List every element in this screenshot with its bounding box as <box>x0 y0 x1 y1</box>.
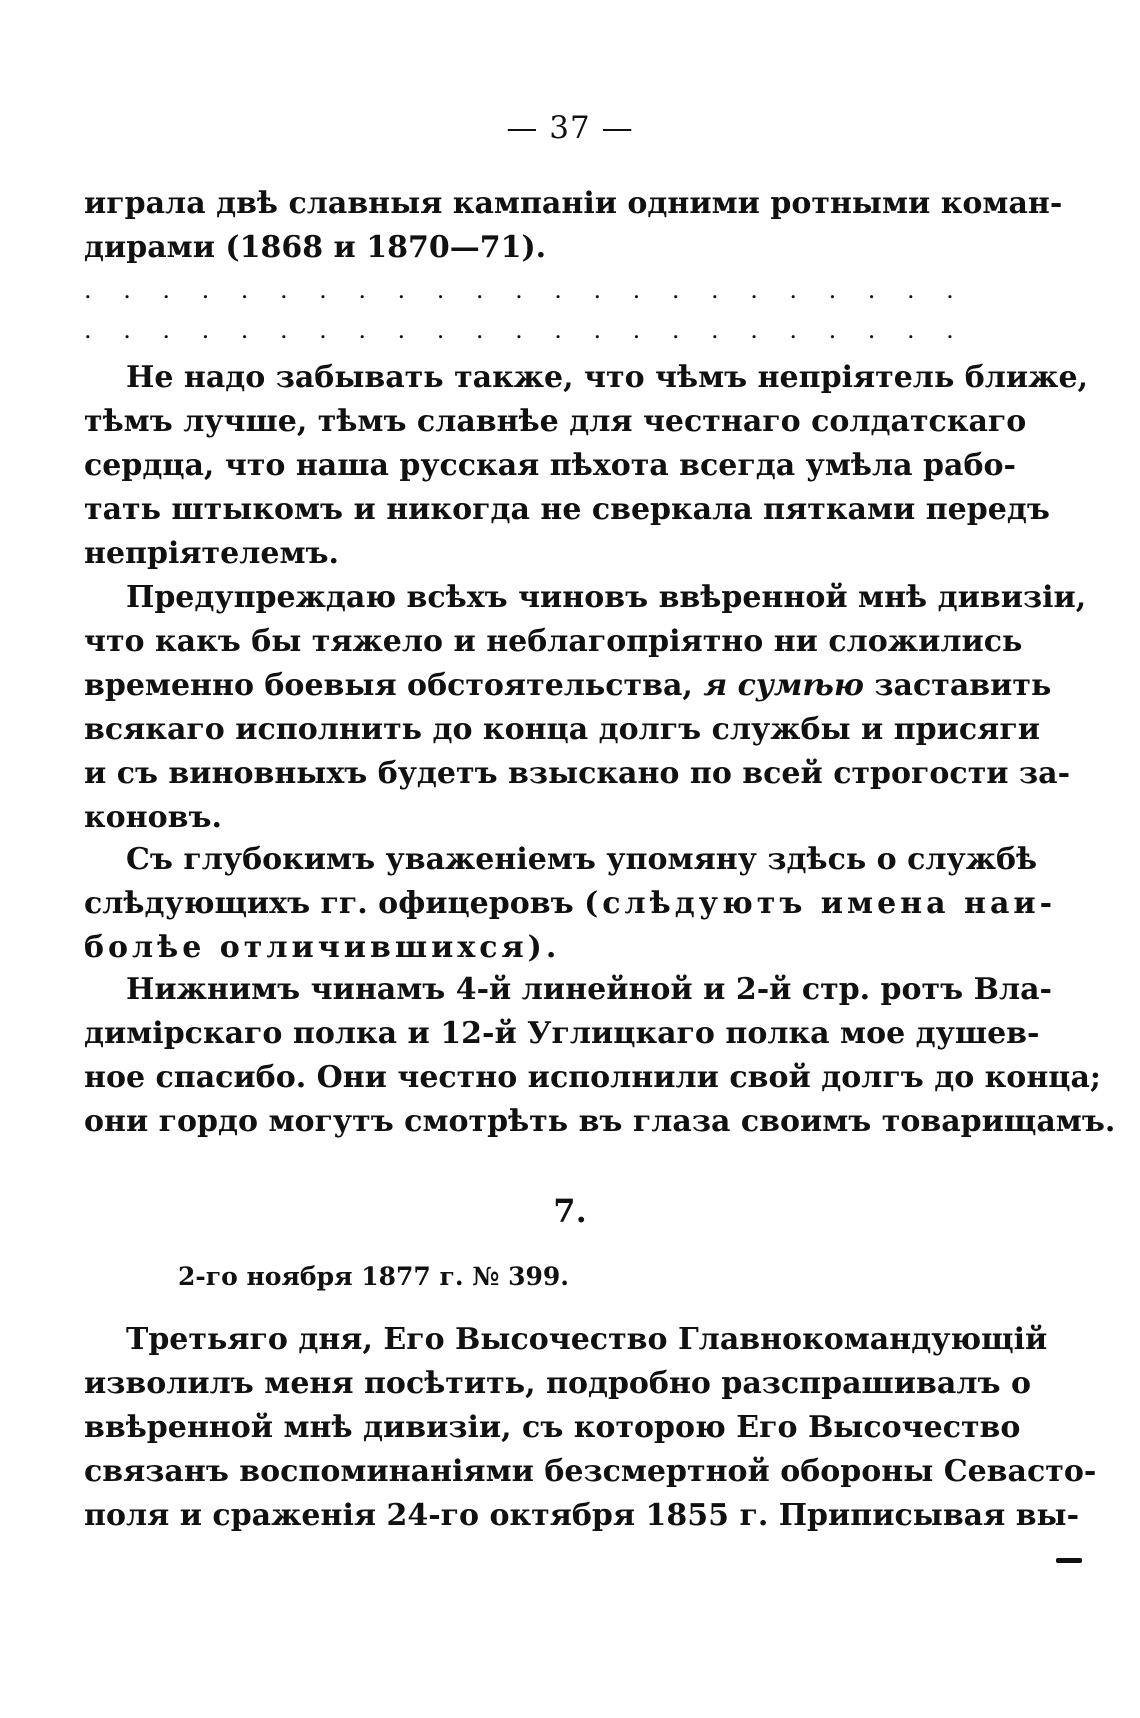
text-line: ввѣренной мнѣ дивизіи, съ которою Его Высочество <box>84 1410 1021 1445</box>
paragraph-warning <box>84 576 1087 840</box>
text-line: что какъ бы тяжело и неблагопріятно ни сложились <box>84 624 1023 659</box>
leader-dot: . <box>906 316 915 344</box>
leader-dot: . <box>867 276 876 304</box>
leader-dot: . <box>358 316 366 344</box>
leader-dot: . <box>554 276 562 304</box>
leader-dot: . <box>711 276 719 304</box>
text-line: димірскаго полка и 12-й Углицкаго полка мое душев- <box>84 1016 1040 1051</box>
leader-dot: . <box>711 316 719 344</box>
leader-dot: . <box>906 276 915 304</box>
leader-dot: . <box>515 276 523 304</box>
text-line: непріятелемъ. <box>84 536 339 571</box>
leader-dot: . <box>828 316 837 344</box>
text-line: связанъ воспоминаніями безсмертной обороны Севасто- <box>84 1454 1097 1489</box>
leader-dot: . <box>240 276 249 304</box>
text-line: всякаго исполнить до конца долгъ службы и присяги <box>84 712 1040 747</box>
leader-dot: . <box>750 316 758 344</box>
leader-dot: . <box>828 276 837 304</box>
leader-dot: . <box>84 316 92 344</box>
text-line: коновъ. <box>84 800 222 835</box>
ellipsis-row <box>84 316 954 344</box>
leader-dot: . <box>946 276 954 304</box>
text-line: Предупреждаю всѣхъ чиновъ ввѣренной мнѣ дивизіи, <box>126 580 1087 615</box>
leader-dot: . <box>319 316 327 344</box>
page-number: — 37 — <box>506 110 634 146</box>
leader-dot: . <box>319 276 327 304</box>
paragraph-thanks <box>84 968 1116 1144</box>
text-segment: заставить <box>874 668 1052 703</box>
text-line: изволилъ меня посѣтить, подробно разспрашивалъ о <box>84 1366 1031 1401</box>
order-date-line: 2-го ноября 1877 г. № 399. <box>178 1262 570 1291</box>
leader-dot: . <box>789 276 798 304</box>
paragraph-enemy <box>84 356 1089 576</box>
leader-dot: . <box>162 276 171 304</box>
margin-mark <box>1056 1558 1082 1563</box>
spaced-emphasis: (слѣдуютъ имена наи- <box>584 886 1057 921</box>
text-segment: слѣдующихъ гг. офицеровъ <box>84 886 574 921</box>
text-line: Нижнимъ чинамъ 4-й линейной и 2-й стр. ротъ Вла- <box>126 972 1052 1007</box>
text-line-mixed <box>84 882 1057 926</box>
leader-dot: . <box>123 276 131 304</box>
section-number: 7. <box>553 1192 587 1230</box>
text-line: поля и сраженія 24-го октября 1855 г. Приписывая вы- <box>84 1498 1080 1533</box>
leader-dot: . <box>84 276 92 304</box>
leader-dot: . <box>632 276 641 304</box>
leader-dot: . <box>593 316 602 344</box>
leader-dot: . <box>789 316 798 344</box>
text-segment: временно боевыя обстоятельства, <box>84 668 693 703</box>
leader-dot: . <box>201 276 210 304</box>
intro-paragraph <box>84 182 1063 270</box>
text-line: тать штыкомъ и никогда не сверкала пятками передъ <box>84 492 1050 527</box>
leader-dot: . <box>946 316 954 344</box>
text-line: и съ виновныхъ будетъ взыскано по всей строгости за- <box>84 756 1071 791</box>
leader-dot: . <box>436 276 445 304</box>
paragraph-officers <box>84 838 1057 970</box>
leader-dot: . <box>397 276 406 304</box>
leader-dot: . <box>632 316 641 344</box>
leader-dot: . <box>593 276 602 304</box>
leader-dot: . <box>240 316 249 344</box>
leader-dot: . <box>358 276 366 304</box>
text-line: ное спасибо. Они честно исполнили свой долгъ до конца; <box>84 1060 1101 1095</box>
leader-dot: . <box>123 316 131 344</box>
italic-emphasis: я сумѣю <box>703 668 864 703</box>
leader-dot: . <box>475 316 484 344</box>
text-line: дирами (1868 и 1870—71). <box>84 230 547 265</box>
paragraph-visit <box>84 1318 1097 1538</box>
text-line: Третьяго дня, Его Высочество Главнокомандующій <box>126 1322 1048 1357</box>
leader-dot: . <box>279 316 288 344</box>
text-line: Съ глубокимъ уваженіемъ упомяну здѣсь о службѣ <box>126 842 1038 877</box>
spaced-emphasis: болѣе отличившихся). <box>84 930 561 965</box>
leader-dot: . <box>671 316 680 344</box>
leader-dot: . <box>515 316 523 344</box>
text-line: Не надо забывать также, что чѣмъ непріятель ближе, <box>126 360 1089 395</box>
text-line-mixed <box>84 664 1052 708</box>
leader-dot: . <box>279 276 288 304</box>
leader-dot: . <box>397 316 406 344</box>
text-line: тѣмъ лучше, тѣмъ славнѣе для честнаго солдатскаго <box>84 404 1027 439</box>
leader-dot: . <box>750 276 758 304</box>
text-line: играла двѣ славныя кампаніи одними ротными коман- <box>84 186 1063 221</box>
leader-dot: . <box>436 316 445 344</box>
ellipsis-row <box>84 276 954 304</box>
leader-dot: . <box>201 316 210 344</box>
leader-dot: . <box>671 276 680 304</box>
text-line: сердца, что наша русская пѣхота всегда умѣла рабо- <box>84 448 1016 483</box>
leader-dot: . <box>162 316 171 344</box>
leader-dot: . <box>554 316 562 344</box>
text-line: они гордо могутъ смотрѣть въ глаза своимъ товарищамъ. <box>84 1104 1116 1139</box>
leader-dot: . <box>867 316 876 344</box>
leader-dot: . <box>475 276 484 304</box>
